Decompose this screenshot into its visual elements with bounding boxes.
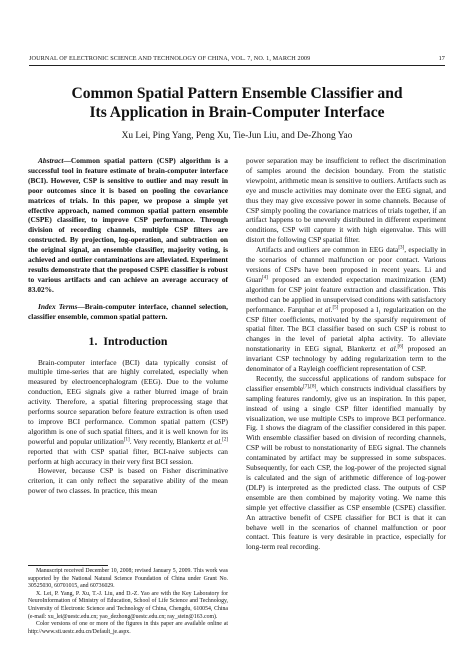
citation: [3] xyxy=(398,245,405,251)
text-run: Brain-computer interface (BCI) data typically consist of multiple time-series that are highly correlated, especially when measured by electroencephalogram (EEG). Due to the volume conduction, EEG signals give a rather blurred image of brain activity. Therefore, a spatial filtering preprocessing stage that performs source separation before feature extraction is often used to improve BCI performance. Common spatial pattern (CSP) algorithm is one of such spatial filters, and it is well known for its powerful and popular utilization xyxy=(28,357,228,446)
text-run: , especially in the scenarios of channel malfunction or poor contact. Various versions of CSPs have been proposed in recent years. Li and Guan xyxy=(246,245,446,284)
section-heading-introduction xyxy=(28,335,228,348)
et-al: et al. xyxy=(316,304,333,314)
page-number: 17 xyxy=(438,55,445,62)
text-run: reported that with CSP spatial filter, BCI-naive subjects can perform at high accuracy in their very first BCI session. xyxy=(28,446,228,466)
abstract-text: —Common spatial pattern (CSP) algorithm is a successful tool in feature estimate of brain-computer interface (BCI). However, CSP is sensitive to outlier and may result in poor outcomes since it is based on pooling the covariance matrices of trials. In this paper, we propose a simple yet effective approach, named common spatial pattern ensemble (CSPE) classifier, to improve CSP performance. Through division of recording channels, multiple CSP filters are constructed. By projection, log-operation, and subtraction on the original signal, an ensemble classifier, majority voting, is achieved and outlier contaminations are alleviated. Experiment results demonstrate that the proposed CSPE classifier is robust to various artifacts and can achieve an average accuracy of 83.02%. xyxy=(28,156,228,294)
text-run: . Very recently, Blankertz xyxy=(129,436,208,446)
left-column xyxy=(28,156,228,496)
abstract-label: Abstract xyxy=(38,156,64,165)
footnote-manuscript: Manuscript received December 10, 2008; revised January 5, 2009. This work was supported by the National Natural Science Foundation of China under Grant No. 30525030, 60701015, and 60736029. xyxy=(28,568,228,590)
citation: [1] xyxy=(123,437,130,443)
text-run: proposed an extended expectation maximization (EM) algorithm for CSP joint feature extraction and classification. This method can be applied in unsupervised conditions with satisfactory performance. Farquhar xyxy=(246,274,446,314)
body-paragraph-artifacts xyxy=(246,245,446,374)
citation: [7],[8] xyxy=(303,384,317,390)
citation: [4] xyxy=(262,275,268,281)
et-al: et al. xyxy=(380,344,398,354)
text-run: Recently, the successful applications of random subspace for classifier ensemble xyxy=(246,373,446,393)
et-al: et al. xyxy=(207,436,223,446)
author-list: Xu Lei, Ping Yang, Peng Xu, Tie-Jun Liu, and De-Zhong Yao xyxy=(121,131,353,141)
text-run: proposed an invariant CSP technology by adding regularization term to the denominator of a Rayleigh coefficient representation of CSP. xyxy=(246,344,447,374)
title-line-2: Its Application in Brain-Computer Interface xyxy=(89,104,385,121)
citation: [6] xyxy=(397,344,404,350)
body-paragraph-ensemble xyxy=(246,374,446,552)
footnote-affiliation: X. Lei, P. Yang, P. Xu, T.-J. Liu, and D.-Z. Yao are with the Key Laboratory for NeuroInformation of Ministry of Education, School of Life Science and Technology, University of Electronic Science and Technology of China, Chengdu, 610054, China (e-mail: xu_lei@uestc.edu.cn; yao_dezhong@uestc.edu.cn; ray_stein@163.com). xyxy=(28,590,228,620)
header-rule xyxy=(29,65,445,66)
title-line-1: Common Spatial Pattern Ensemble Classifier and xyxy=(71,85,403,102)
citation: [5] xyxy=(332,305,339,311)
index-terms xyxy=(28,302,228,322)
abstract xyxy=(28,156,228,295)
right-column xyxy=(246,156,446,552)
intro-paragraph-1 xyxy=(28,358,228,467)
section-number: 1. xyxy=(88,333,98,348)
footnote-rule xyxy=(28,565,108,566)
intro-paragraph-2: However, because CSP is based on Fisher discriminative criterion, it can only reflect the separative ability of the mean power of two classes. In practice, this mean xyxy=(28,466,228,496)
index-terms-text: —Brain-computer interface, channel selection, classifier ensemble, common spatial pattern. xyxy=(28,301,228,321)
body-paragraph-continued: power separation may be insufficient to reflect the discrimination of samples around the decision boundary. From the statistic viewpoint, arithmetic mean is sensitive to outliers. Artifacts such as eye and muscle activities may dominate over the EEG signal, and thus they may give excessive power in some channels. Because of CSP simply pooling the covariance matrices of trials together, if an artifact happens to be unevenly distributed in different experiment conditions, CSP will capture it with high eigenvalue. This will distort the following CSP spatial filter. xyxy=(246,156,446,245)
journal-name: JOURNAL OF ELECTRONIC SCIENCE AND TECHNOLOGY OF CHINA, VOL. 7, NO. 1, MARCH 2009 xyxy=(29,55,311,62)
text-run: proposed a l₁ regularization on the CSP filter coefficients, motivated by the sparsify requirement of spatial filter. The BCI classifier based on such CSP is robust to changes in the level of parietal alpha activity. To alleviate nonstationarity in EEG signal, Blankertz xyxy=(246,304,446,354)
index-terms-label: Index Terms xyxy=(38,301,78,311)
paper-title xyxy=(20,84,454,122)
text-run: Artifacts and outliers are common in EEG data xyxy=(256,245,399,255)
section-title: Introduction xyxy=(103,333,168,348)
footnotes xyxy=(28,568,228,636)
footnote-color-versions: Color versions of one or more of the figures in this paper are available online at http://www.sti.uestc.edu.cn/Default_je.aspx. xyxy=(28,621,228,635)
citation: [2] xyxy=(222,437,228,443)
text-run: , which constructs individual classifiers by sampling features randomly, give us an inspiration. In this paper, instead of using a single CSP filter identified manually by visualization, we use multiple CSPs to improve BCI performance. Fig. 1 shows the diagram of the classifier considered in this paper. With ensemble classifier based on division of recording channels, CSP will be robust to nonstationarity of EEG signal. The channels contaminated by artifact may be suppressed in some subspaces. Subsequently, for each CSP, the log-power of the projected signal is calculated and the sign of arithmetic difference of log-power (DLP) is interpreted as the predicted class. The outputs of CSP ensemble are then combined by majority voting. We name this simple yet effective classifier as CSP ensemble (CSPE) classifier. An attractive benefit of CSPE classifier for BCI is that it can behave well in the scenarios of channel malfunction or poor contact. This feature is very desirable in practice, especially for long-term real recording. xyxy=(246,383,446,552)
